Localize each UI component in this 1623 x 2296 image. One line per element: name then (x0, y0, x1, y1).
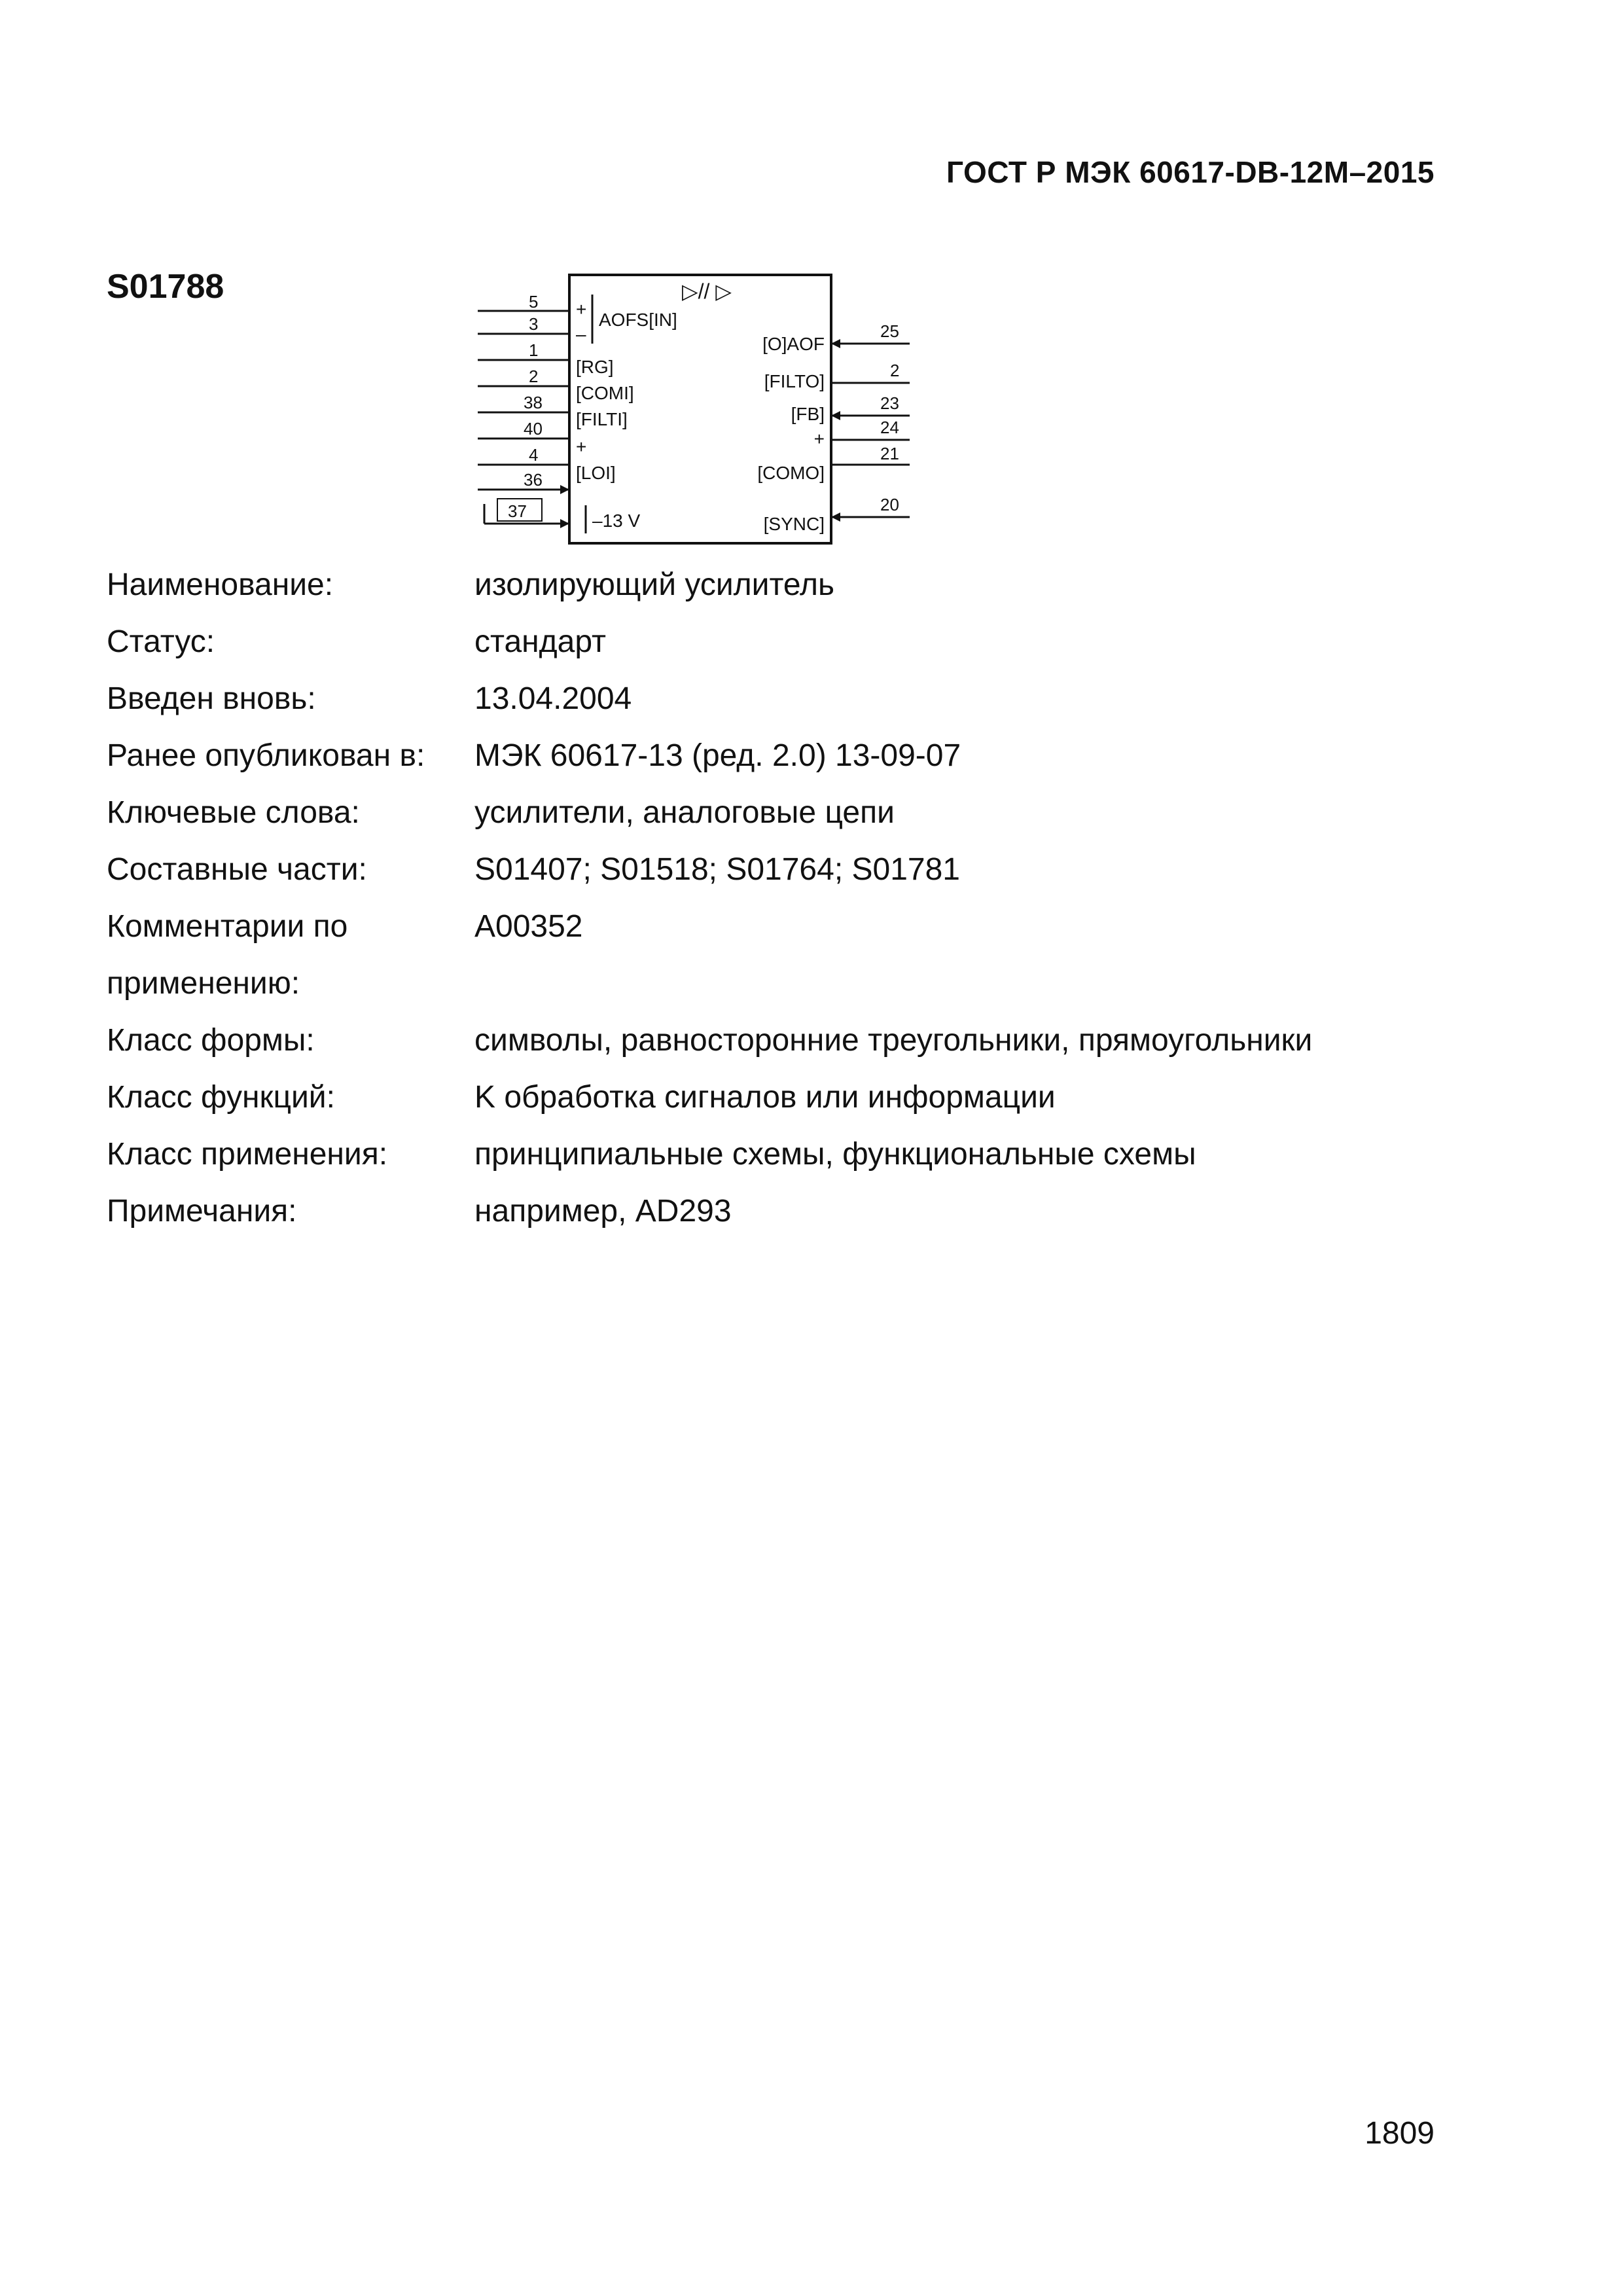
property-key: Класс функций: (107, 1080, 335, 1115)
property-value: стандарт (474, 624, 606, 659)
pin-number: 36 (524, 470, 543, 490)
property-value: символы, равносторонние треугольники, прямоугольники (474, 1023, 1313, 1058)
pin-label: [COMI] (576, 383, 634, 403)
properties-table (107, 556, 1481, 1240)
property-key: Составные части: (107, 852, 367, 887)
property-key: Комментарии по (107, 909, 348, 944)
property-row (107, 1183, 1481, 1240)
property-row (107, 955, 1481, 1012)
property-row (107, 841, 1481, 898)
pin-number: 2 (529, 367, 539, 386)
pin-number: 40 (524, 419, 543, 439)
property-value: 13.04.2004 (474, 681, 632, 716)
property-row (107, 1069, 1481, 1126)
symbol-code: S01788 (107, 268, 224, 306)
property-row (107, 556, 1481, 613)
symbol-qualifier: ▷// ▷ (682, 279, 732, 303)
property-value: изолирующий усилитель (474, 567, 835, 602)
property-row (107, 784, 1481, 841)
pin-number: 1 (529, 340, 539, 360)
property-key: Класс применения: (107, 1137, 388, 1172)
property-value: усилители, аналоговые цепи (474, 795, 895, 830)
page-number: 1809 (1364, 2116, 1435, 2151)
property-key: Ключевые слова: (107, 795, 360, 830)
property-value: A00352 (474, 909, 583, 944)
pin-label: + (576, 299, 587, 319)
pin-number: 21 (880, 444, 899, 463)
property-key: применению: (107, 966, 300, 1001)
property-row (107, 1012, 1481, 1069)
property-value: например, AD293 (474, 1194, 732, 1229)
property-key: Статус: (107, 624, 215, 659)
pin-number: 3 (529, 314, 539, 334)
pin-number: 4 (529, 445, 539, 465)
pin-label: [O]AOF (762, 334, 825, 354)
pin-number: 25 (880, 321, 899, 341)
pin-number: 37 (508, 501, 527, 521)
pin-label: [LOI] (576, 463, 616, 483)
property-key: Класс формы: (107, 1023, 315, 1058)
pin-number: 38 (524, 393, 543, 412)
pin-label: [RG] (576, 357, 614, 377)
pin-label: [SYNC] (763, 514, 825, 534)
property-value: S01407; S01518; S01764; S01781 (474, 852, 960, 887)
property-row (107, 613, 1481, 670)
pin-label: [COMO] (757, 463, 825, 483)
pin-number: 20 (880, 495, 899, 514)
property-value: принципиальные схемы, функциональные схемы (474, 1137, 1196, 1172)
property-key: Ранее опубликован в: (107, 738, 425, 773)
standard-header: ГОСТ Р МЭК 60617-DB-12M–2015 (946, 155, 1435, 189)
pin-label: – (576, 324, 586, 344)
property-value: МЭК 60617-13 (ред. 2.0) 13-09-07 (474, 738, 961, 773)
pin-label: + (576, 437, 587, 457)
right-pins (757, 321, 910, 534)
pin-label: [FILTO] (764, 371, 825, 391)
property-value: K обработка сигналов или информации (474, 1080, 1056, 1115)
property-row (107, 1126, 1481, 1183)
property-row (107, 898, 1481, 955)
property-row (107, 727, 1481, 784)
pin-label: [FILTI] (576, 409, 628, 429)
property-key: Наименование: (107, 567, 334, 602)
property-key: Введен вновь: (107, 681, 316, 716)
pin-number: 5 (529, 292, 539, 312)
pin-label: + (813, 429, 825, 449)
property-value (474, 955, 1481, 1012)
symbol-diagram (471, 268, 916, 550)
pin-number: 24 (880, 418, 899, 437)
isolating-amplifier-symbol (471, 268, 916, 550)
pin-label: –13 V (592, 511, 641, 531)
property-key: Примечания: (107, 1194, 297, 1229)
pin-number: 23 (880, 393, 899, 413)
symbol-inner-label: AOFS[IN] (599, 310, 677, 330)
pin-number: 2 (890, 361, 900, 380)
pin-label: [FB] (791, 404, 825, 424)
property-row (107, 670, 1481, 727)
